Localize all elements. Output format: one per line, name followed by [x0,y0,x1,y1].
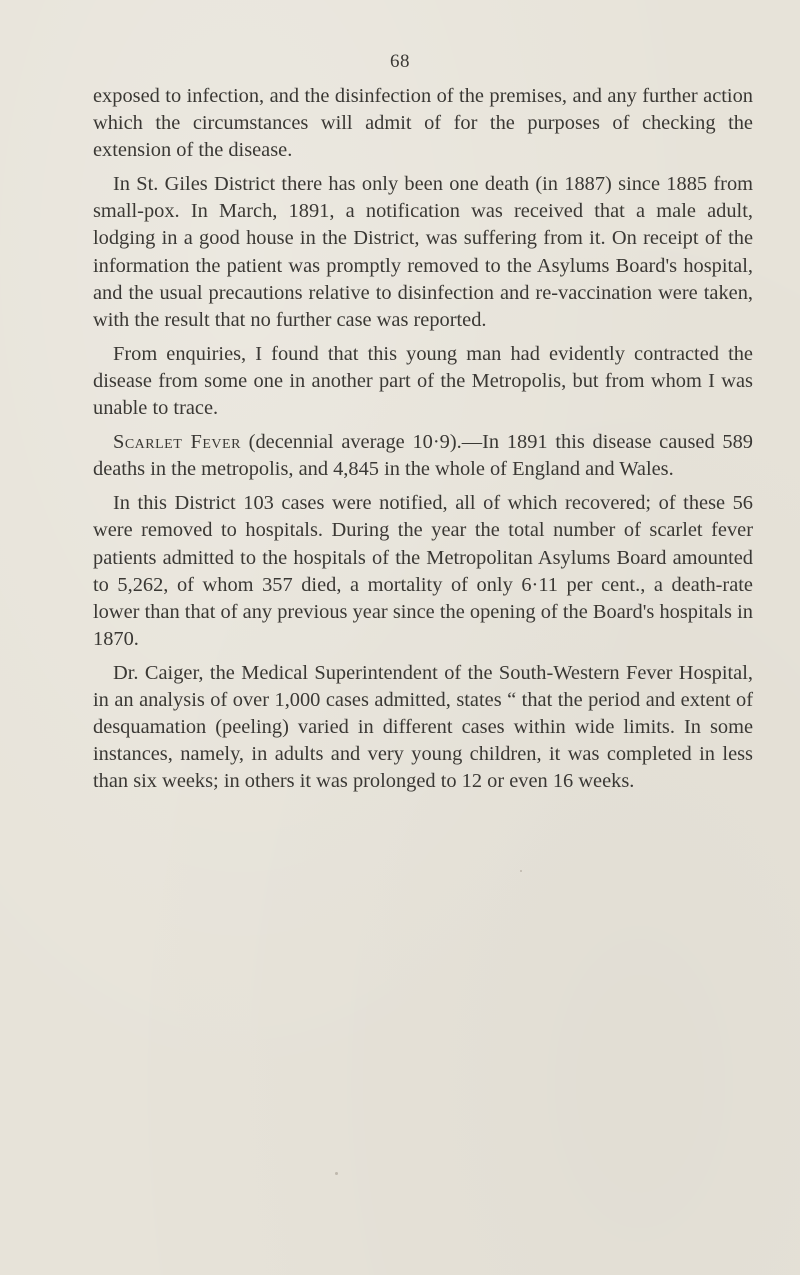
paragraph-enquiries: From enquiries, I found that this young man had evidently contracted the disease from some one in another part of the Metropolis, but from whom I was unable to trace. [93,342,753,420]
paragraph-scarlet-fever [93,429,753,483]
paragraph-scarlet-fever-text: (decennial average 10·9).—In 1891 this disease caused 589 deaths in the metropolis, and 4,845 in the whole of England and Wales. [93,431,753,481]
paragraph-disinfection-continuation: exposed to infection, and the disinfection of the premises, and any further action which the circumstances will admit of for the purposes of checking the extension of the disease. [93,85,753,162]
page-number: 68 [390,51,410,72]
body-text [93,83,753,802]
section-heading-scarlet-fever: Scarlet Fever [113,431,241,454]
paragraph-district-cases: In this District 103 cases were notified, all of which recovered; of these 56 were removed to hospitals. During the year the total number of scarlet fever patients admitted to the hospitals of the Metropolitan Asylums Board amounted to 5,262, of whom 357 died, a mortality of only 6·11 per cent., a death-rate lower than that of any previous year since the opening of the Board's hospitals in 1870. [93,492,753,650]
paragraph-st-giles-smallpox: In St. Giles District there has only been one death (in 1887) since 1885 from small-pox. In March, 1891, a notification was received that a male adult, lodging in a good house in the District, was suffering from it. On receipt of the information the patient was promptly removed to the Asylums Board's hospital, and the usual precautions relative to disinfection and re-vaccination were taken, with the result that no further case was reported. [93,173,753,331]
paragraph-dr-caiger-quote: Dr. Caiger, the Medical Superintendent of the South-Western Fever Hospital, in an analysis of over 1,000 cases admitted, states “ that the period and extent of desquamation (peeling) varied in different cases within wide limits. In some instances, namely, in adults and very young children, it was completed in less than six weeks; in others it was prolonged to 12 or even 16 weeks. [93,661,753,793]
paper-speck [335,1172,338,1175]
paper-speck [520,870,522,872]
